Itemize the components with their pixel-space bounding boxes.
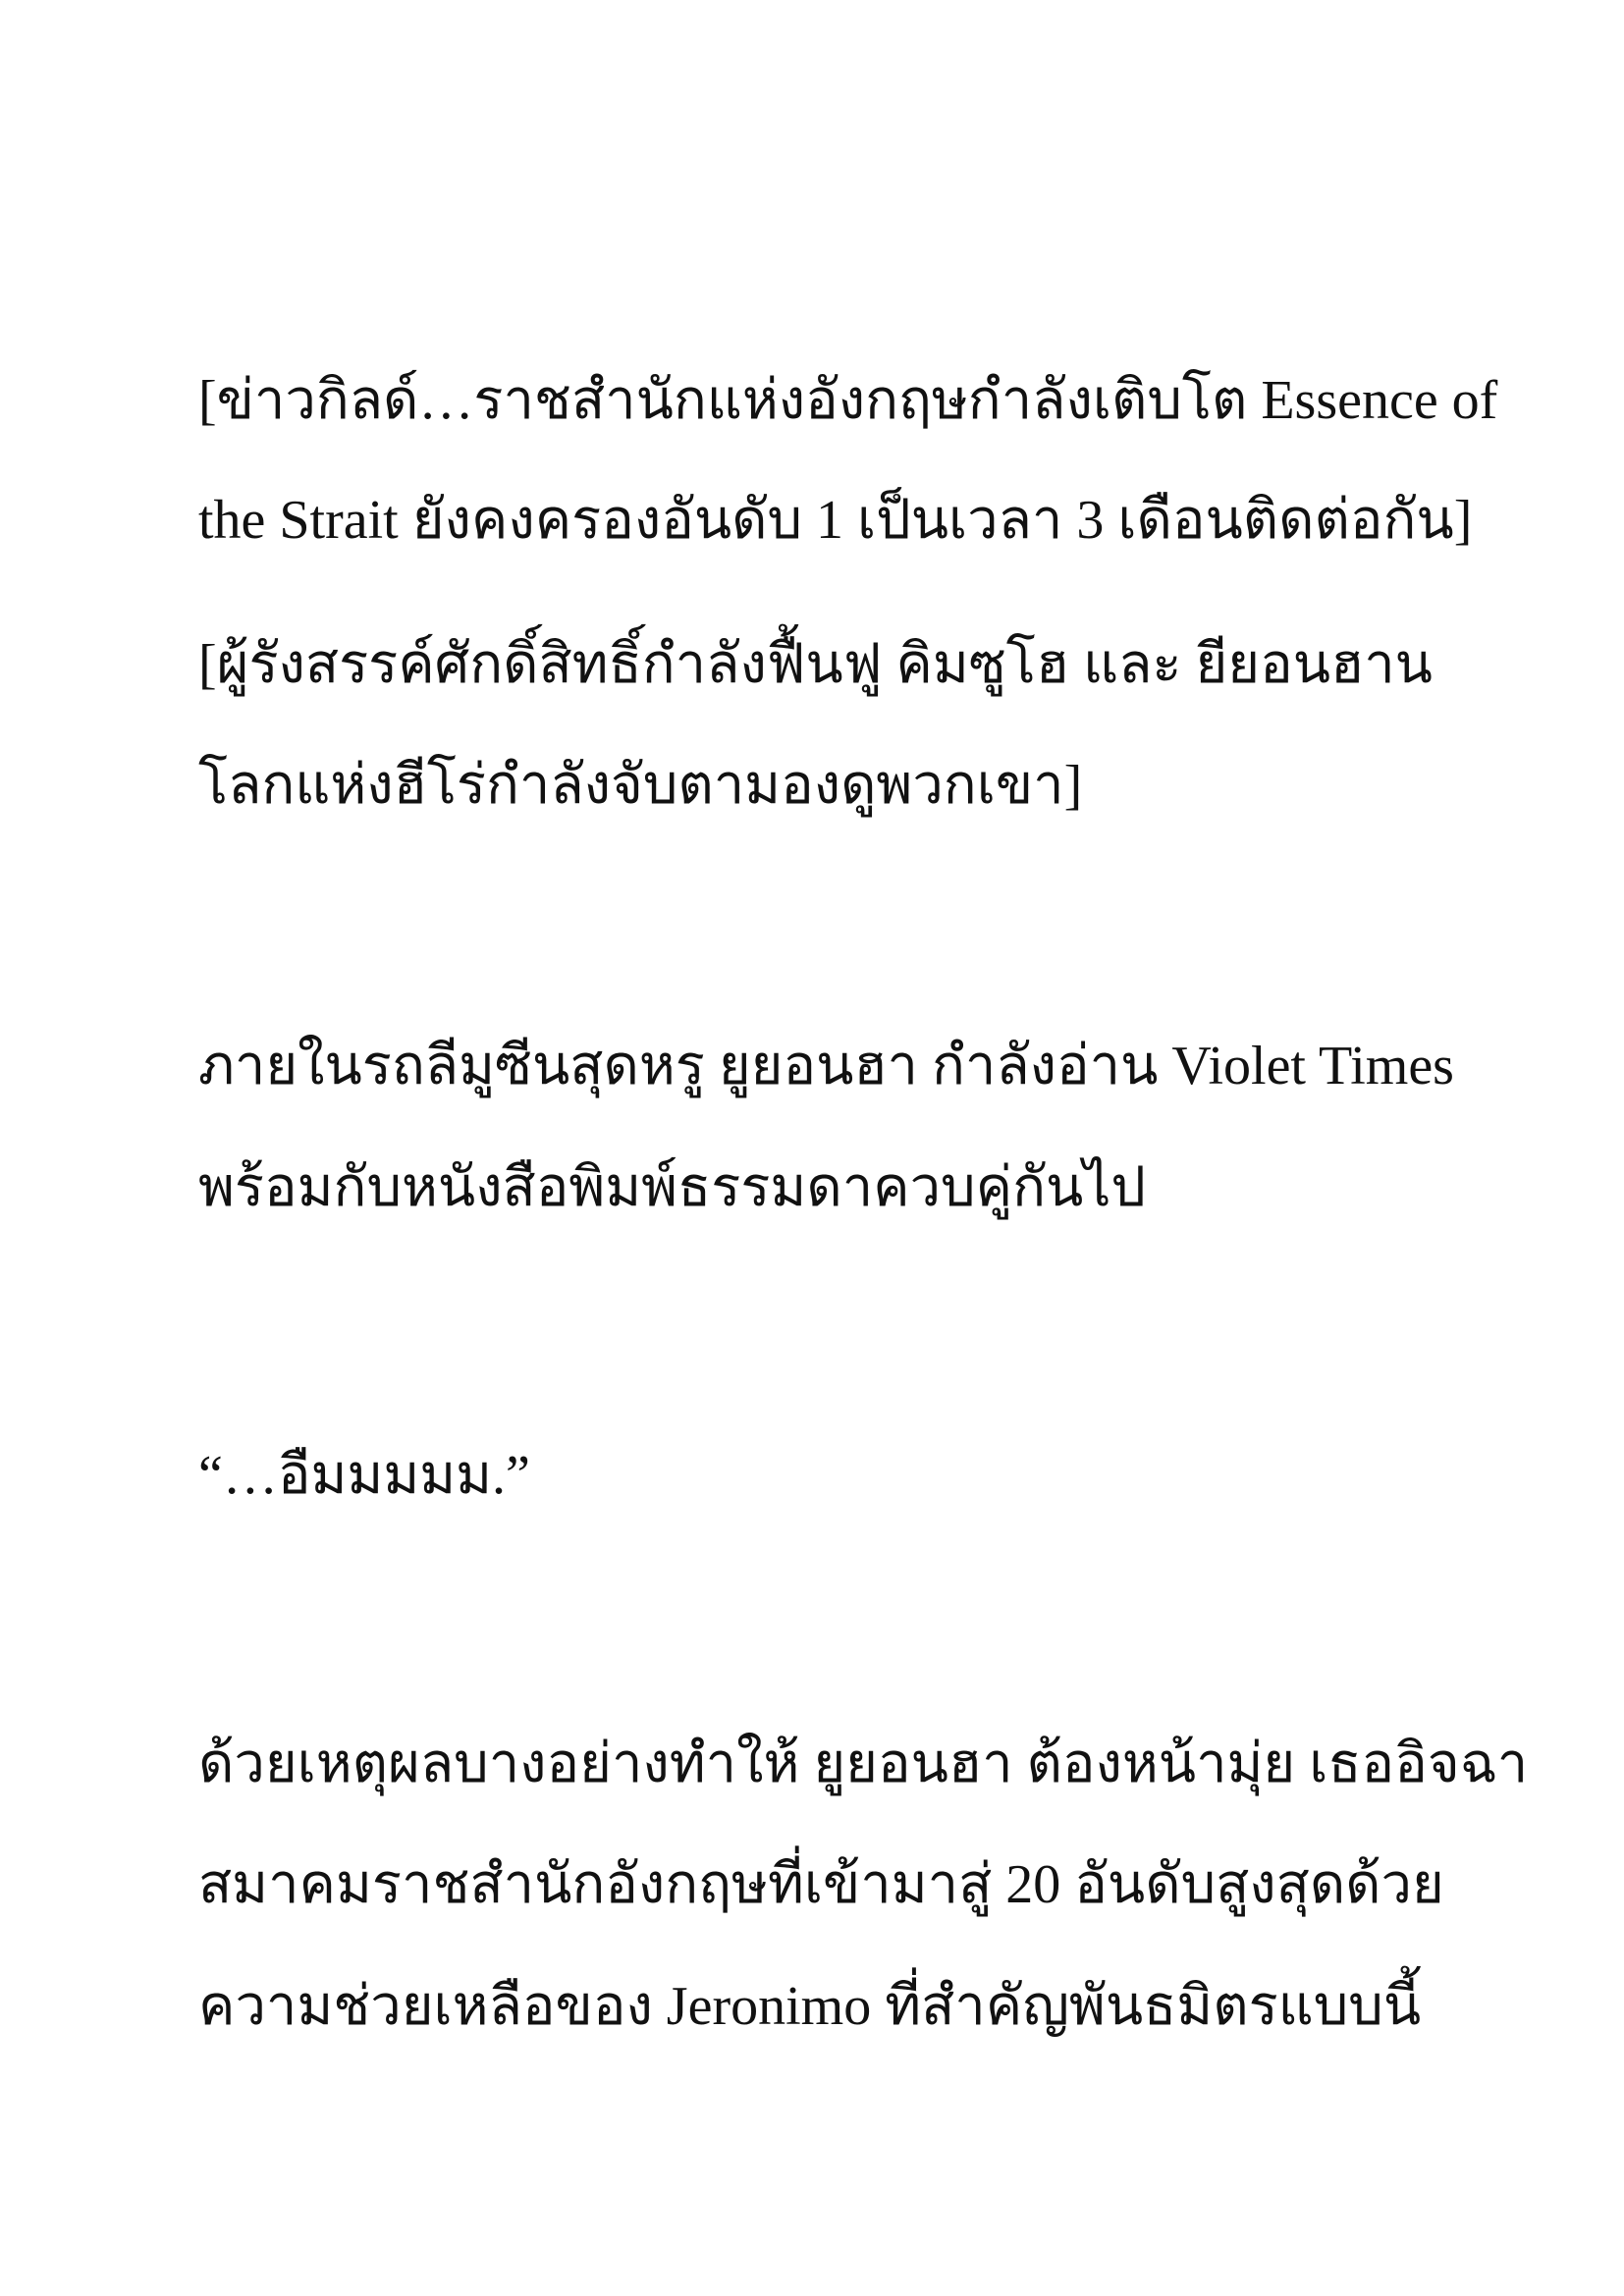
narration-line-1: ภายในรถลีมูซีนสุดหรู ยูยอนฮา กำลังอ่าน Violet Times: [198, 1036, 1454, 1096]
narration-line-2: พร้อมกับหนังสือพิมพ์ธรรมดาควบคู่กันไป: [198, 1157, 1146, 1218]
news-line-3: [ผู้รังสรรค์ศักดิ์สิทธิ์กำลังฟื้นฟู คิมซูโฮ และ ยียอนฮาน: [198, 634, 1433, 695]
narration-line-3: ด้วยเหตุผลบางอย่างทำให้ ยูยอนฮา ต้องหน้ามุ่ย เธออิจฉา: [198, 1734, 1529, 1794]
dialogue-line: “…อืมมมมม.”: [198, 1445, 530, 1506]
narration-line-4: สมาคมราชสำนักอังกฤษที่เข้ามาสู่ 20 อันดับสูงสุดด้วย: [198, 1854, 1444, 1915]
news-line-4: โลกแห่งฮีโร่กำลังจับตามองดูพวกเขา]: [198, 755, 1083, 816]
news-line-2: the Strait ยังคงครองอันดับ 1 เป็นเวลา 3 เดือนติดต่อกัน]: [198, 490, 1473, 551]
news-line-1: [ข่าวกิลด์…ราชสำนักแห่งอังกฤษกำลังเติบโต Essence of: [198, 370, 1498, 431]
narration-line-5: ความช่วยเหลือของ Jeronimo ที่สำคัญพันธมิตรแบบนี้: [198, 1976, 1422, 2037]
